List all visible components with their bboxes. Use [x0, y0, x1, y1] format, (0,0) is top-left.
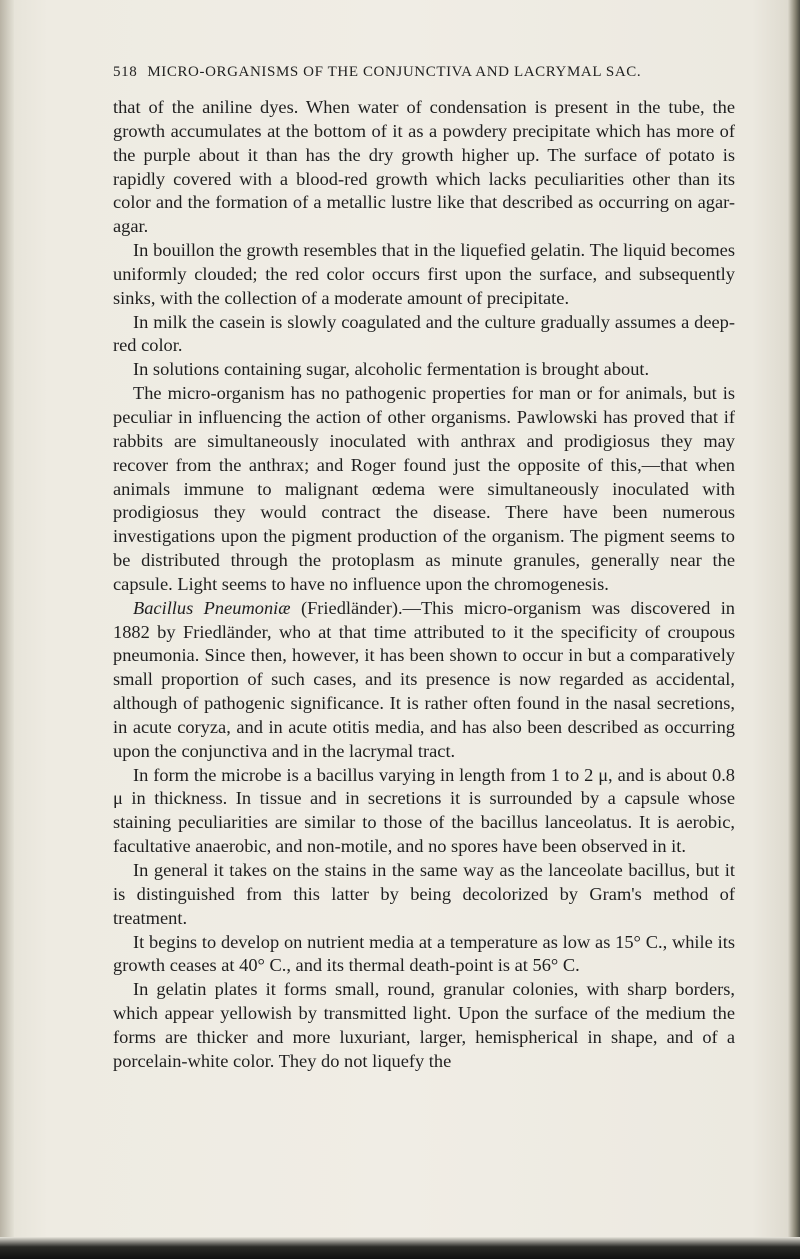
running-header [113, 64, 733, 81]
paragraph: that of the aniline dyes. When water of condensation is present in the tube, the growth accumulates at the bottom of it as a powdery precipitate which has more of the purple about it than has the dry growth higher up. The surface of potato is rapidly covered with a blood-red growth which lacks peculiarities other than its color and the formation of a metallic lustre like that described as occurring on agar-agar. [113, 97, 735, 237]
paragraph: In bouillon the growth resembles that in the liquefied gelatin. The liquid becomes uniformly clouded; the red color occurs first upon the surface, and subsequently sinks, with the collection of a moderate amount of precipitate. [113, 240, 735, 308]
running-title: MICRO-ORGANISMS OF THE CONJUNCTIVA AND LACRYMAL SAC. [147, 64, 642, 80]
paragraph: In solutions containing sugar, alcoholic fermentation is brought about. [133, 359, 650, 380]
page-gutter-shadow [0, 0, 14, 1259]
paragraph: In form the microbe is a bacillus varying in length from 1 to 2 μ, and is about 0.8 μ in thickness. In tissue and in secretions it is surrounded by a capsule whose staining peculiarities are similar to those of the bacillus lanceolatus. It is aerobic, facultative anaerobic, and non-motile, and no spores have been observed in it. [113, 764, 735, 857]
paragraph: In general it takes on the stains in the same way as the lanceolate bacillus, but it is distinguished from this latter by being decolorized by Gram's method of treatment. [113, 860, 735, 928]
paragraph: The micro-organism has no pathogenic properties for man or for animals, but is peculiar in influencing the action of other organisms. Pawlowski has proved that if rabbits are simultaneously inoculated with anthrax and prodigiosus they may recover from the anthrax; and Roger found just the opposite of this,—that when animals immune to malignant œdema were simultaneously inoculated with prodigiosus they would contract the disease. There have been numerous investigations upon the pigment production of the organism. The pigment seems to be distributed through the protoplasm as minute granules, generally near the capsule. Light seems to have no influence upon the chromogenesis. [113, 383, 735, 594]
paragraph-text: (Friedländer).—This micro-organism was discovered in 1882 by Friedländer, who at that time attributed to it the specificity of croupous pneumonia. Since then, however, it has been shown to occur in but a comparatively small proportion of such cases, and its presence is now regarded as accidental, although of pathogenic significance. It is rather often found in the nasal secretions, in acute coryza, and in acute otitis media, and has also been described as occurring upon the conjunctiva and in the lacrymal tract. [113, 597, 735, 761]
paragraph: In milk the casein is slowly coagulated and the culture gradually assumes a deep-red color. [113, 311, 735, 356]
paragraph: In gelatin plates it forms small, round, granular colonies, with sharp borders, which appear yellowish by transmitted light. Upon the surface of the medium the forms are thicker and more luxuriant, larger, hemispherical in shape, and of a porcelain-white color. They do not liquefy the [113, 979, 735, 1071]
paragraph: It begins to develop on nutrient media at a temperature as low as 15° C., while its growth ceases at 40° C., and its thermal death-point is at 56° C. [113, 931, 735, 976]
page-edge-shadow [788, 0, 800, 1259]
section-heading: Bacillus Pneumoniæ [133, 597, 291, 618]
paragraph-bacillus-pneumoniae [113, 597, 735, 764]
page-number: 518 [113, 64, 138, 80]
page-bottom-edge [0, 1237, 800, 1259]
body-text [113, 96, 735, 1074]
